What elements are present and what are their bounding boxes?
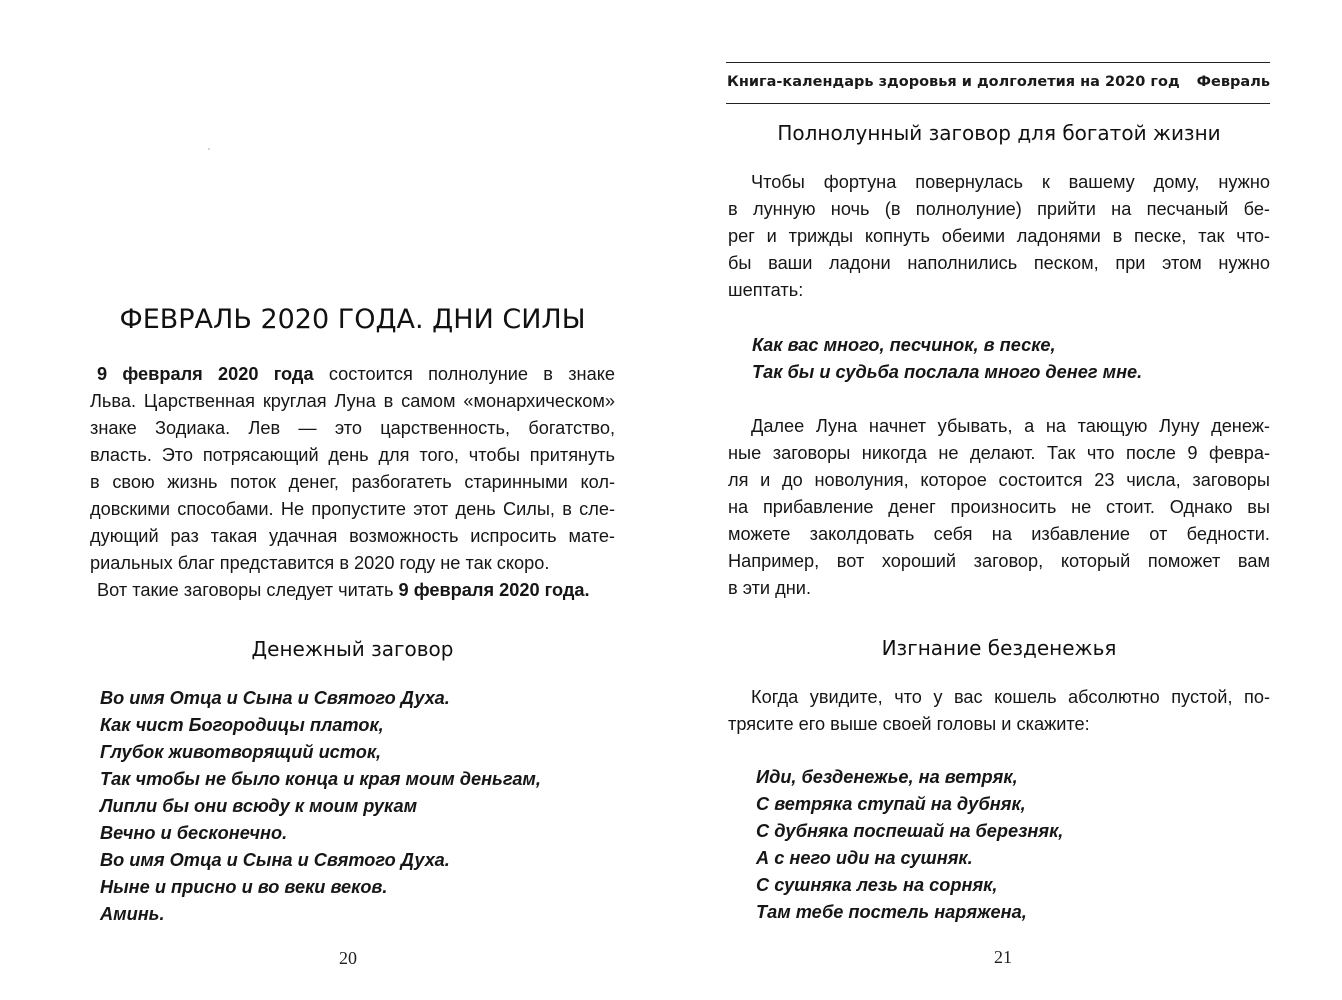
verse-line: Во имя Отца и Сына и Святого Духа. <box>100 850 450 870</box>
paragraph-line: Например, вот хороший заговор, который поможет вам <box>728 551 1270 571</box>
paragraph-line: Чтобы фортуна повернулась к вашему дому, нужно <box>751 172 1270 192</box>
verse-line: Глубок животворящий исток, <box>100 742 382 762</box>
intro-closing-text: Вот такие заговоры следует читать <box>97 580 394 600</box>
paragraph-line: трясите его выше своей головы и скажите: <box>728 714 1090 734</box>
verse-line: Липли бы они всюду к моим рукам <box>100 796 418 816</box>
verse-line: Так бы и судьба послала много денег мне. <box>752 362 1143 382</box>
verse-line: С ветряка ступай на дубняк, <box>756 794 1026 814</box>
section-title-money-spell: Денежный заговор <box>251 637 454 661</box>
paragraph-line: бы ваши ладони наполнились песком, при этом нужно <box>728 253 1270 273</box>
page-number-right: 21 <box>994 947 1012 967</box>
intro-line: дующий раз такая удачная возможность испросить мате- <box>90 526 615 546</box>
verse-line: Ныне и присно и во веки веков. <box>100 877 388 897</box>
section-title-banishing-poverty: Изгнание безденежья <box>881 636 1117 660</box>
verse-line: А с него иди на сушняк. <box>756 848 973 868</box>
intro-line-1 <box>97 361 615 387</box>
verse-line: Как чист Богородицы платок, <box>100 715 384 735</box>
verse-line: С сушняка лезь на сорняк, <box>756 875 998 895</box>
paragraph-line: ные заговоры никогда не делают. Так что после 9 февра- <box>728 443 1270 463</box>
page-number-left: 20 <box>339 948 357 968</box>
intro-line: Льва. Царственная круглая Луна в самом «монархическом» <box>90 391 615 411</box>
paragraph-line: на прибавление денег произносить не стоит. Однако вы <box>728 497 1270 517</box>
intro-closing-bold: 9 февраля 2020 года. <box>398 580 590 600</box>
header-rule-bottom <box>726 103 1270 104</box>
paragraph-line: Далее Луна начнет убывать, а на тающую Луну денеж- <box>751 416 1270 436</box>
verse-line: Аминь. <box>100 904 165 924</box>
running-header-title: Книга-календарь здоровья и долголетия на 2020 год <box>727 74 1180 90</box>
paragraph-line: в эти дни. <box>728 578 812 598</box>
intro-lead-bold: 9 февраля 2020 года <box>97 364 314 384</box>
intro-line: знаке Зодиака. Лев — это царственность, богатство, <box>90 418 615 438</box>
verse-line: Вечно и бесконечно. <box>100 823 288 843</box>
header-rule-top <box>726 62 1270 63</box>
section-title-full-moon-spell: Полнолунный заговор для богатой жизни <box>777 121 1221 145</box>
verse-line: Там тебе постель наряжена, <box>756 902 1027 922</box>
verse-line: Иди, безденежье, на ветряк, <box>756 767 1018 787</box>
intro-line: власть. Это потрясающий день для того, чтобы притянуть <box>90 445 615 465</box>
intro-line: риальных благ представится в 2020 году не так скоро. <box>90 553 550 573</box>
paragraph-line: в лунную ночь (в полнолуние) прийти на песчаный бе- <box>728 199 1270 219</box>
running-header-section: Февраль <box>1196 74 1270 90</box>
intro-closing <box>97 577 590 603</box>
intro-line: в свою жизнь поток денег, разбогатеть старинными кол- <box>90 472 615 492</box>
verse-line: Так чтобы не было конца и края моим деньгам, <box>100 769 541 789</box>
intro-line: довскими способами. Не пропустите этот день Силы, в сле- <box>90 499 615 519</box>
verse-line: Во имя Отца и Сына и Святого Духа. <box>100 688 450 708</box>
paragraph-line: ля и до новолуния, которое состоится 23 числа, заговоры <box>728 470 1270 490</box>
paragraph-line: шептать: <box>728 280 804 300</box>
paragraph-line: Когда увидите, что у вас кошель абсолютно пустой, по- <box>751 687 1270 707</box>
chapter-title: ФЕВРАЛЬ 2020 ГОДА. ДНИ СИЛЫ <box>119 304 586 335</box>
paragraph-line: рег и трижды копнуть обеими ладонями в песке, так что- <box>728 226 1270 246</box>
paragraph-line: можете заколдовать себя на избавление от бедности. <box>728 524 1270 544</box>
scan-speck <box>208 148 210 150</box>
verse-line: С дубняка поспешай на березняк, <box>756 821 1064 841</box>
intro-line-1-rest: состоится полнолуние в знаке <box>328 364 615 384</box>
verse-line: Как вас много, песчинок, в песке, <box>752 335 1056 355</box>
right-page <box>671 0 1342 1000</box>
